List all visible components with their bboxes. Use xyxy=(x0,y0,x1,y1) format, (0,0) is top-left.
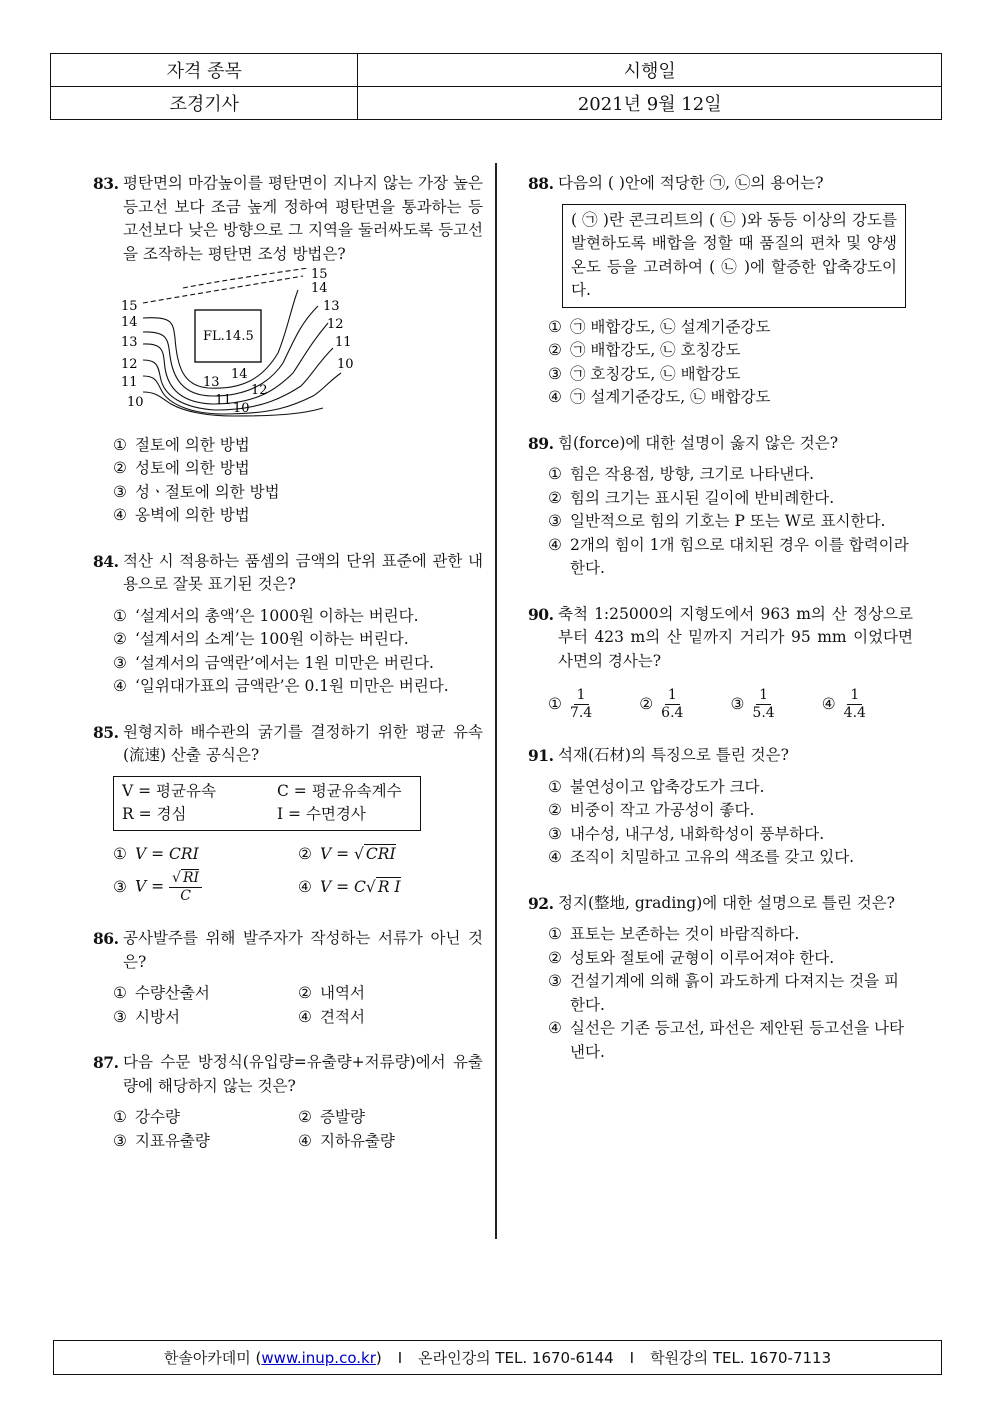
option-1[interactable]: ① 불연성이고 압축강도가 크다. xyxy=(548,777,765,796)
option-2[interactable]: ② $\frac{1}{6.4}$ xyxy=(639,687,684,721)
option-3[interactable]: ③ V = $\frac{√ RI}{C}$ xyxy=(113,870,298,905)
column-divider xyxy=(495,163,497,1239)
option-2[interactable]: ② 비중이 작고 가공성이 좋다. xyxy=(548,801,755,819)
question-text: 다음 수문 방정식(유입량=유출량+저류량)에서 유출량에 해당하지 않는 것은? xyxy=(123,1053,483,1095)
question-number: 87. xyxy=(93,1053,119,1072)
option-3[interactable]: ③ 건설기계에 의해 흙이 과도하게 다져지는 것을 피한다. xyxy=(548,972,900,1014)
option-1[interactable]: ① 절토에 의한 방법 xyxy=(113,435,250,454)
option-4[interactable]: ④ 지하유출량 xyxy=(298,1131,395,1150)
option-4[interactable]: ④ 견적서 xyxy=(298,1007,365,1026)
question-text: 다음의 ( )안에 적당한 ㉠, ㉡의 용어는? xyxy=(558,174,824,192)
option-4[interactable]: ④ 조직이 치밀하고 고유의 색조를 갖고 있다. xyxy=(548,848,855,866)
fl-label: FL.14.5 xyxy=(203,329,254,344)
question-87 xyxy=(93,1051,483,1153)
option-2[interactable]: ② 내역서 xyxy=(298,984,365,1002)
option-3[interactable]: ③ ‘설계서의 금액란’에서는 1원 미만은 버린다. xyxy=(113,653,434,672)
question-number: 92. xyxy=(528,893,554,913)
option-4[interactable]: ④ ㉠ 설계기준강도, ㉡ 배합강도 xyxy=(548,388,771,406)
svg-text:13: 13 xyxy=(203,375,220,390)
page-footer: 한솔아카데미 ( www.inup.co.kr ) I 온라인강의 TEL. 1670-6144 I 학원강의 TEL. 1670-7113 xyxy=(53,1340,942,1375)
footer-separator: I xyxy=(629,1348,635,1367)
svg-text:14: 14 xyxy=(231,367,248,382)
svg-text:10: 10 xyxy=(127,395,144,410)
svg-text:15: 15 xyxy=(121,299,138,314)
option-4[interactable]: ④ 2개의 힘이 1개 힘으로 대치된 경우 이를 합력이라 한다. xyxy=(548,535,909,577)
svg-text:12: 12 xyxy=(121,357,138,372)
question-number: 85. xyxy=(93,722,119,742)
question-88 xyxy=(528,172,913,410)
question-text: 축척 1:25000의 지형도에서 963 m의 산 정상으로 부터 423 m의 산 밑까지 거리가 95 mm 이었다면 사면의 경사는? xyxy=(558,604,913,670)
question-text: 원형지하 배수관의 굵기를 결정하기 위한 평균 유속(流速) 산출 공식은? xyxy=(123,722,483,764)
option-3[interactable]: ③ $\frac{1}{5.4}$ xyxy=(730,687,775,721)
svg-text:12: 12 xyxy=(251,383,268,398)
svg-text:13: 13 xyxy=(323,299,340,314)
option-1[interactable]: ① $\frac{1}{7.4}$ xyxy=(548,687,593,721)
option-2[interactable]: ② 성토에 의한 방법 xyxy=(113,459,250,477)
question-number: 84. xyxy=(93,551,119,571)
question-83 xyxy=(93,172,483,528)
definition-box: V = 평균유속 C = 평균유속계수 R = 경심 I = 수면경사 xyxy=(113,776,421,831)
option-4[interactable]: ④ ‘일위대가표의 금액란’은 0.1원 미만은 버린다. xyxy=(113,677,449,695)
question-text: 정지(整地, grading)에 대한 설명으로 틀린 것은? xyxy=(558,893,895,912)
academy-name: 한솔아카데미 ( xyxy=(163,1349,262,1367)
offline-phone: 학원강의 TEL. 1670-7113 xyxy=(650,1349,832,1367)
question-85 xyxy=(93,721,483,906)
svg-text:10: 10 xyxy=(337,357,353,372)
option-3[interactable]: ③ ㉠ 호칭강도, ㉡ 배합강도 xyxy=(548,364,741,383)
online-phone: 온라인강의 TEL. 1670-6144 xyxy=(418,1349,614,1367)
left-column xyxy=(93,172,483,1175)
svg-text:13: 13 xyxy=(121,335,138,350)
question-text: 힘(force)에 대한 설명이 옳지 않은 것은? xyxy=(558,433,839,452)
question-number: 88. xyxy=(528,174,554,193)
option-2[interactable]: ② ‘설계서의 소계’는 100원 이하는 버린다. xyxy=(113,630,409,648)
option-1[interactable]: ① 힘은 작용점, 방향, 크기로 나타낸다. xyxy=(548,465,815,483)
question-90 xyxy=(528,603,913,723)
question-number: 91. xyxy=(528,746,554,765)
exam-subject-label: 자격 종목 xyxy=(51,54,358,87)
svg-text:14: 14 xyxy=(311,281,328,296)
question-91 xyxy=(528,744,913,870)
svg-text:11: 11 xyxy=(121,375,138,390)
option-4[interactable]: ④ V = C√ R I xyxy=(298,877,401,896)
question-number: 86. xyxy=(93,929,119,948)
question-89 xyxy=(528,432,913,581)
svg-text:11: 11 xyxy=(335,335,352,350)
svg-text:11: 11 xyxy=(215,393,232,408)
exam-date-value: 2021년 9월 12일 xyxy=(358,87,942,120)
exam-date-label: 시행일 xyxy=(358,54,942,87)
option-2[interactable]: ② 증발량 xyxy=(298,1108,365,1126)
option-1[interactable]: ① 표토는 보존하는 것이 바람직하다. xyxy=(548,925,800,943)
option-3[interactable]: ③ 성ㆍ절토에 의한 방법 xyxy=(113,482,280,501)
option-2[interactable]: ② 힘의 크기는 표시된 길이에 반비례한다. xyxy=(548,488,835,507)
option-1[interactable]: ① ‘설계서의 총액’은 1000원 이하는 버린다. xyxy=(113,606,419,625)
question-text: 석재(石材)의 특징으로 틀린 것은? xyxy=(558,746,789,764)
option-4[interactable]: ④ 옹벽에 의한 방법 xyxy=(113,506,250,524)
option-3[interactable]: ③ 지표유출량 xyxy=(113,1131,210,1150)
right-column xyxy=(528,172,913,1086)
option-1[interactable]: ① 강수량 xyxy=(113,1108,180,1126)
definition-box: ( ㉠ )란 콘크리트의 ( ㉡ )와 동등 이상의 강도를 발현하도록 배합을 정할 때 품질의 편차 및 양생온도 등을 고려하여 ( ㉡ )에 할증한 압축강도이다. xyxy=(562,204,906,308)
option-4[interactable]: ④ $\frac{1}{4.4}$ xyxy=(821,687,866,721)
svg-text:10: 10 xyxy=(233,401,250,416)
option-2[interactable]: ② 성토와 절토에 균형이 이루어져야 한다. xyxy=(548,948,835,967)
svg-text:14: 14 xyxy=(121,315,138,330)
question-92 xyxy=(528,892,913,1065)
exam-info-table xyxy=(50,53,942,120)
option-3[interactable]: ③ 시방서 xyxy=(113,1007,180,1026)
option-2[interactable]: ② ㉠ 배합강도, ㉡ 호칭강도 xyxy=(548,341,741,359)
option-4[interactable]: ④ 실선은 기존 등고선, 파선은 제안된 등고선을 나타낸다. xyxy=(548,1019,904,1061)
exam-subject-value: 조경기사 xyxy=(51,87,358,120)
question-84 xyxy=(93,550,483,699)
question-number: 83. xyxy=(93,174,119,193)
question-number: 90. xyxy=(528,604,554,624)
svg-text:12: 12 xyxy=(327,317,344,332)
question-text: 평탄면의 마감높이를 평탄면이 지나지 않는 가장 높은 등고선 보다 조금 높게 정하여 평탄면을 통과하는 등고선보다 낮은 방향으로 그 지역을 둘러싸도록 등고선을 조작하는 평탄면 조성 방법은? xyxy=(123,174,483,263)
svg-text:15: 15 xyxy=(311,268,328,282)
question-text: 적산 시 적용하는 품셈의 금액의 단위 표준에 관한 내용으로 잘못 표기된 것은? xyxy=(123,551,483,593)
option-3[interactable]: ③ 일반적으로 힘의 기호는 P 또는 W로 표시한다. xyxy=(548,512,886,530)
contour-figure xyxy=(113,268,483,426)
option-2[interactable]: ② V = √ CRI xyxy=(298,844,396,863)
question-86 xyxy=(93,927,483,1029)
option-1[interactable]: ① 수량산출서 xyxy=(113,984,210,1002)
footer-separator: I xyxy=(397,1348,403,1367)
question-text: 공사발주를 위해 발주자가 작성하는 서류가 아닌 것은? xyxy=(123,929,483,971)
option-1[interactable]: ① ㉠ 배합강도, ㉡ 설계기준강도 xyxy=(548,317,771,336)
question-number: 89. xyxy=(528,433,554,453)
option-1[interactable]: ① V = CRI xyxy=(113,844,199,863)
option-3[interactable]: ③ 내수성, 내구성, 내화학성이 풍부하다. xyxy=(548,824,825,843)
academy-link[interactable]: www.inup.co.kr xyxy=(261,1348,376,1367)
